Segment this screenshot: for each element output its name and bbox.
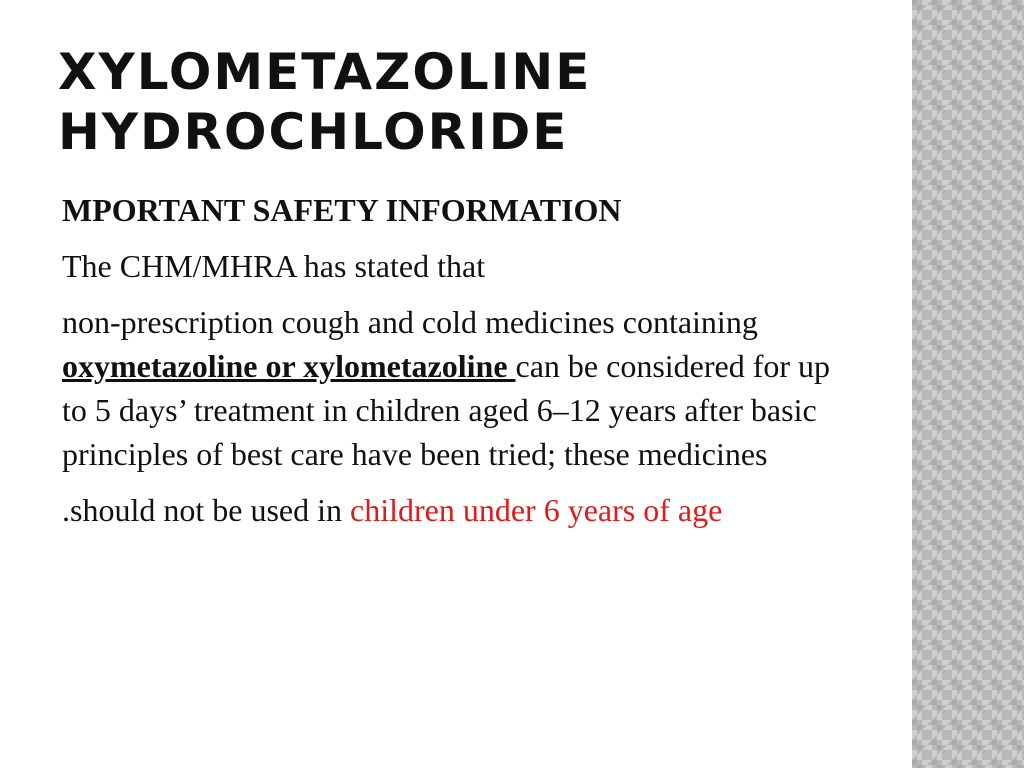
- paragraph-start: non-prescription cough and cold medicines containing: [62, 304, 758, 340]
- title-line-1: XYLOMETAZOLINE: [58, 43, 592, 101]
- slide-body: [62, 188, 852, 544]
- warning-line: [62, 488, 852, 532]
- statement-intro: The CHM/MHRA has stated that: [62, 248, 486, 284]
- warning-prefix: .should not be used in: [62, 492, 350, 528]
- decorative-side-panel: [912, 0, 1024, 768]
- statement-paragraph: [62, 300, 852, 476]
- slide-title: [58, 42, 878, 162]
- warning-age-text: children under 6 years of age: [349, 492, 723, 528]
- safety-heading: MPORTANT SAFETY INFORMATION: [62, 192, 622, 228]
- title-line-2: HYDROCHLORIDE: [58, 103, 569, 161]
- paragraph-end: can be considered for up to 5 days’ treatment in children aged 6–12 years after basic principles of best care have been tried; these medicines: [62, 348, 831, 472]
- drug-names: oxymetazoline or xylometazoline: [62, 348, 516, 384]
